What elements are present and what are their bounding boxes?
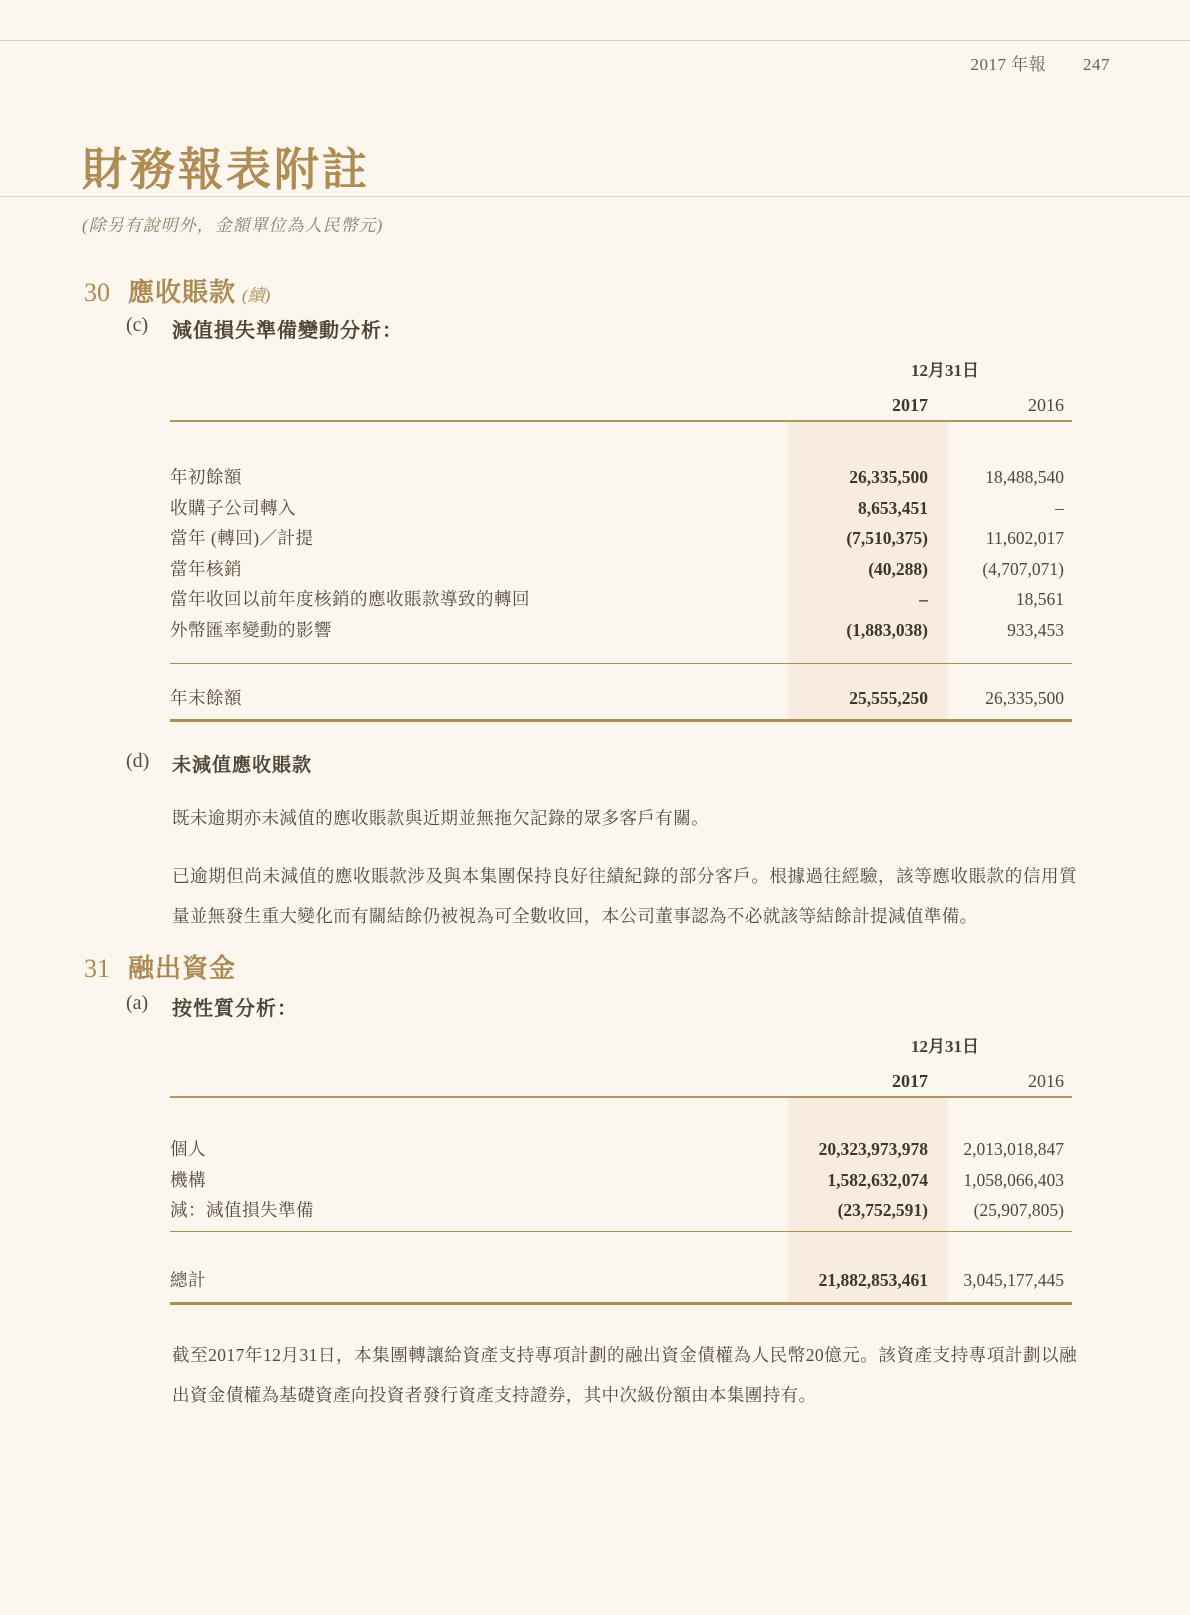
- row-label: 外幣匯率變動的影響: [170, 619, 332, 640]
- section-30-heading: [84, 272, 270, 309]
- table2-date-header: 12月31日: [911, 1037, 979, 1056]
- amount-2016: 2,013,018,847: [963, 1139, 1064, 1159]
- row-label: 當年 (轉回)／計提: [170, 528, 314, 549]
- subsection-c-heading: [126, 314, 403, 342]
- table-impairment-allowance: [170, 352, 1072, 722]
- amount-2017: –: [919, 589, 928, 610]
- amount-2017: 20,323,973,978: [818, 1139, 928, 1159]
- section-31-number: 31: [84, 954, 110, 983]
- table-row: [170, 495, 1072, 526]
- table2-col-2016: 2016: [1028, 1071, 1064, 1091]
- table1-col-2016: 2016: [1028, 395, 1064, 415]
- running-header: [971, 50, 1111, 75]
- table2-total-label: 總計: [170, 1270, 206, 1290]
- table2-total-row: [170, 1267, 1072, 1298]
- table-row: [170, 617, 1072, 648]
- row-label: 年初餘額: [170, 467, 242, 487]
- row-label: 收購子公司轉入: [170, 497, 296, 518]
- section-30-number: 30: [84, 278, 110, 307]
- top-divider: [0, 40, 1190, 41]
- section-30-title: 應收賬款: [128, 278, 237, 307]
- table2-bottom-rule: [170, 1302, 1072, 1305]
- subsection-d-label: (d): [126, 750, 150, 772]
- amount-2016: 1,058,066,403: [963, 1169, 1064, 1190]
- table-row: [170, 464, 1072, 495]
- paragraph-d1: 既未逾期亦未減值的應收賬款與近期並無拖欠記錄的眾多客戶有關。: [172, 808, 709, 828]
- amount-2016: (4,707,071): [982, 558, 1064, 579]
- amount-2017: (1,883,038): [846, 619, 928, 640]
- section-31-heading: [84, 948, 236, 985]
- paragraph-d2: 已逾期但尚未減值的應收賬款涉及與本集團保持良好往績紀錄的部分客戶。根據過往經驗，該等應收賬款的信用質量並無發生重大變化而有關結餘仍被視為可全數收回，本公司董事認為不必就該等結餘計提減值準備。: [172, 866, 1077, 926]
- table2-total-2017: 21,882,853,461: [818, 1270, 928, 1290]
- row-label: 個人: [170, 1139, 206, 1159]
- table1-date-header: 12月31日: [911, 361, 979, 380]
- paragraph-31: 截至2017年12月31日，本集團轉讓給資產支持專項計劃的融出資金債權為人民幣20億元。該資產支持專項計劃以融出資金債權為基礎資產向投資者發行資產支持證券，其中次級份額由本集團持有。: [172, 1345, 1077, 1405]
- table-row: [170, 1136, 1072, 1167]
- subsection-a-label: (a): [126, 992, 149, 1014]
- table1-col-2017: 2017: [892, 395, 928, 415]
- amount-2017: 8,653,451: [858, 497, 928, 518]
- table1-subtotal-rule: [170, 663, 1072, 664]
- document-title: 財務報表附註: [82, 145, 371, 195]
- subsection-d-title: 未減值應收賬款: [172, 755, 313, 776]
- table2-subtotal-rule: [170, 1231, 1072, 1232]
- subsection-c-title: 減值損失準備變動分析：: [172, 320, 403, 342]
- amount-2017: 1,582,632,074: [827, 1169, 928, 1190]
- amount-2017: (7,510,375): [846, 528, 928, 549]
- report-year-label: 2017 年報: [970, 55, 1047, 74]
- title-divider: [0, 196, 1190, 197]
- amount-2017: (23,752,591): [837, 1200, 928, 1221]
- table2-col-2017: 2017: [892, 1071, 928, 1091]
- amount-2016: 18,488,540: [985, 467, 1064, 487]
- amount-2016: 11,602,017: [985, 528, 1064, 549]
- row-label: 當年收回以前年度核銷的應收賬款導致的轉回: [170, 589, 530, 610]
- table-loans-by-nature: [170, 1028, 1072, 1305]
- row-label: 減：減值損失準備: [170, 1200, 314, 1221]
- subsection-a-heading: [126, 992, 298, 1020]
- table1-total-2017: 25,555,250: [849, 688, 928, 708]
- row-label: 機構: [170, 1169, 206, 1190]
- amount-2017: 26,335,500: [849, 467, 928, 487]
- table1-header-rule: [170, 420, 1072, 422]
- table-row: [170, 1197, 1072, 1228]
- row-label: 當年核銷: [170, 558, 242, 579]
- subsection-d-heading: [126, 750, 313, 776]
- table2-header-rule: [170, 1096, 1072, 1098]
- section-31-title: 融出資金: [128, 954, 237, 983]
- table-row: [170, 525, 1072, 556]
- amount-2016: (25,907,805): [973, 1200, 1064, 1221]
- page-number: 247: [1083, 55, 1110, 74]
- table1-year-header-row: [170, 382, 1072, 420]
- table1-total-label: 年末餘額: [170, 688, 242, 708]
- table-row: [170, 1167, 1072, 1198]
- subsection-a-title: 按性質分析：: [172, 998, 298, 1020]
- document-subtitle: (除另有說明外，金額單位為人民幣元): [82, 216, 384, 235]
- table1-body: [170, 464, 1072, 648]
- table-row: [170, 586, 1072, 617]
- table1-bottom-rule: [170, 719, 1072, 722]
- table2-body: [170, 1136, 1072, 1228]
- table2-year-header-row: [170, 1058, 1072, 1096]
- section-30-continued: (續): [242, 286, 271, 305]
- table-row: [170, 556, 1072, 587]
- subsection-c-label: (c): [126, 314, 149, 336]
- amount-2016: 933,453: [1007, 619, 1064, 640]
- table1-total-row: [170, 685, 1072, 716]
- table1-total-2016: 26,335,500: [985, 688, 1064, 708]
- table2-total-2016: 3,045,177,445: [963, 1270, 1064, 1290]
- amount-2017: (40,288): [868, 558, 928, 579]
- amount-2016: 18,561: [1015, 589, 1064, 610]
- amount-2016: –: [1055, 497, 1064, 518]
